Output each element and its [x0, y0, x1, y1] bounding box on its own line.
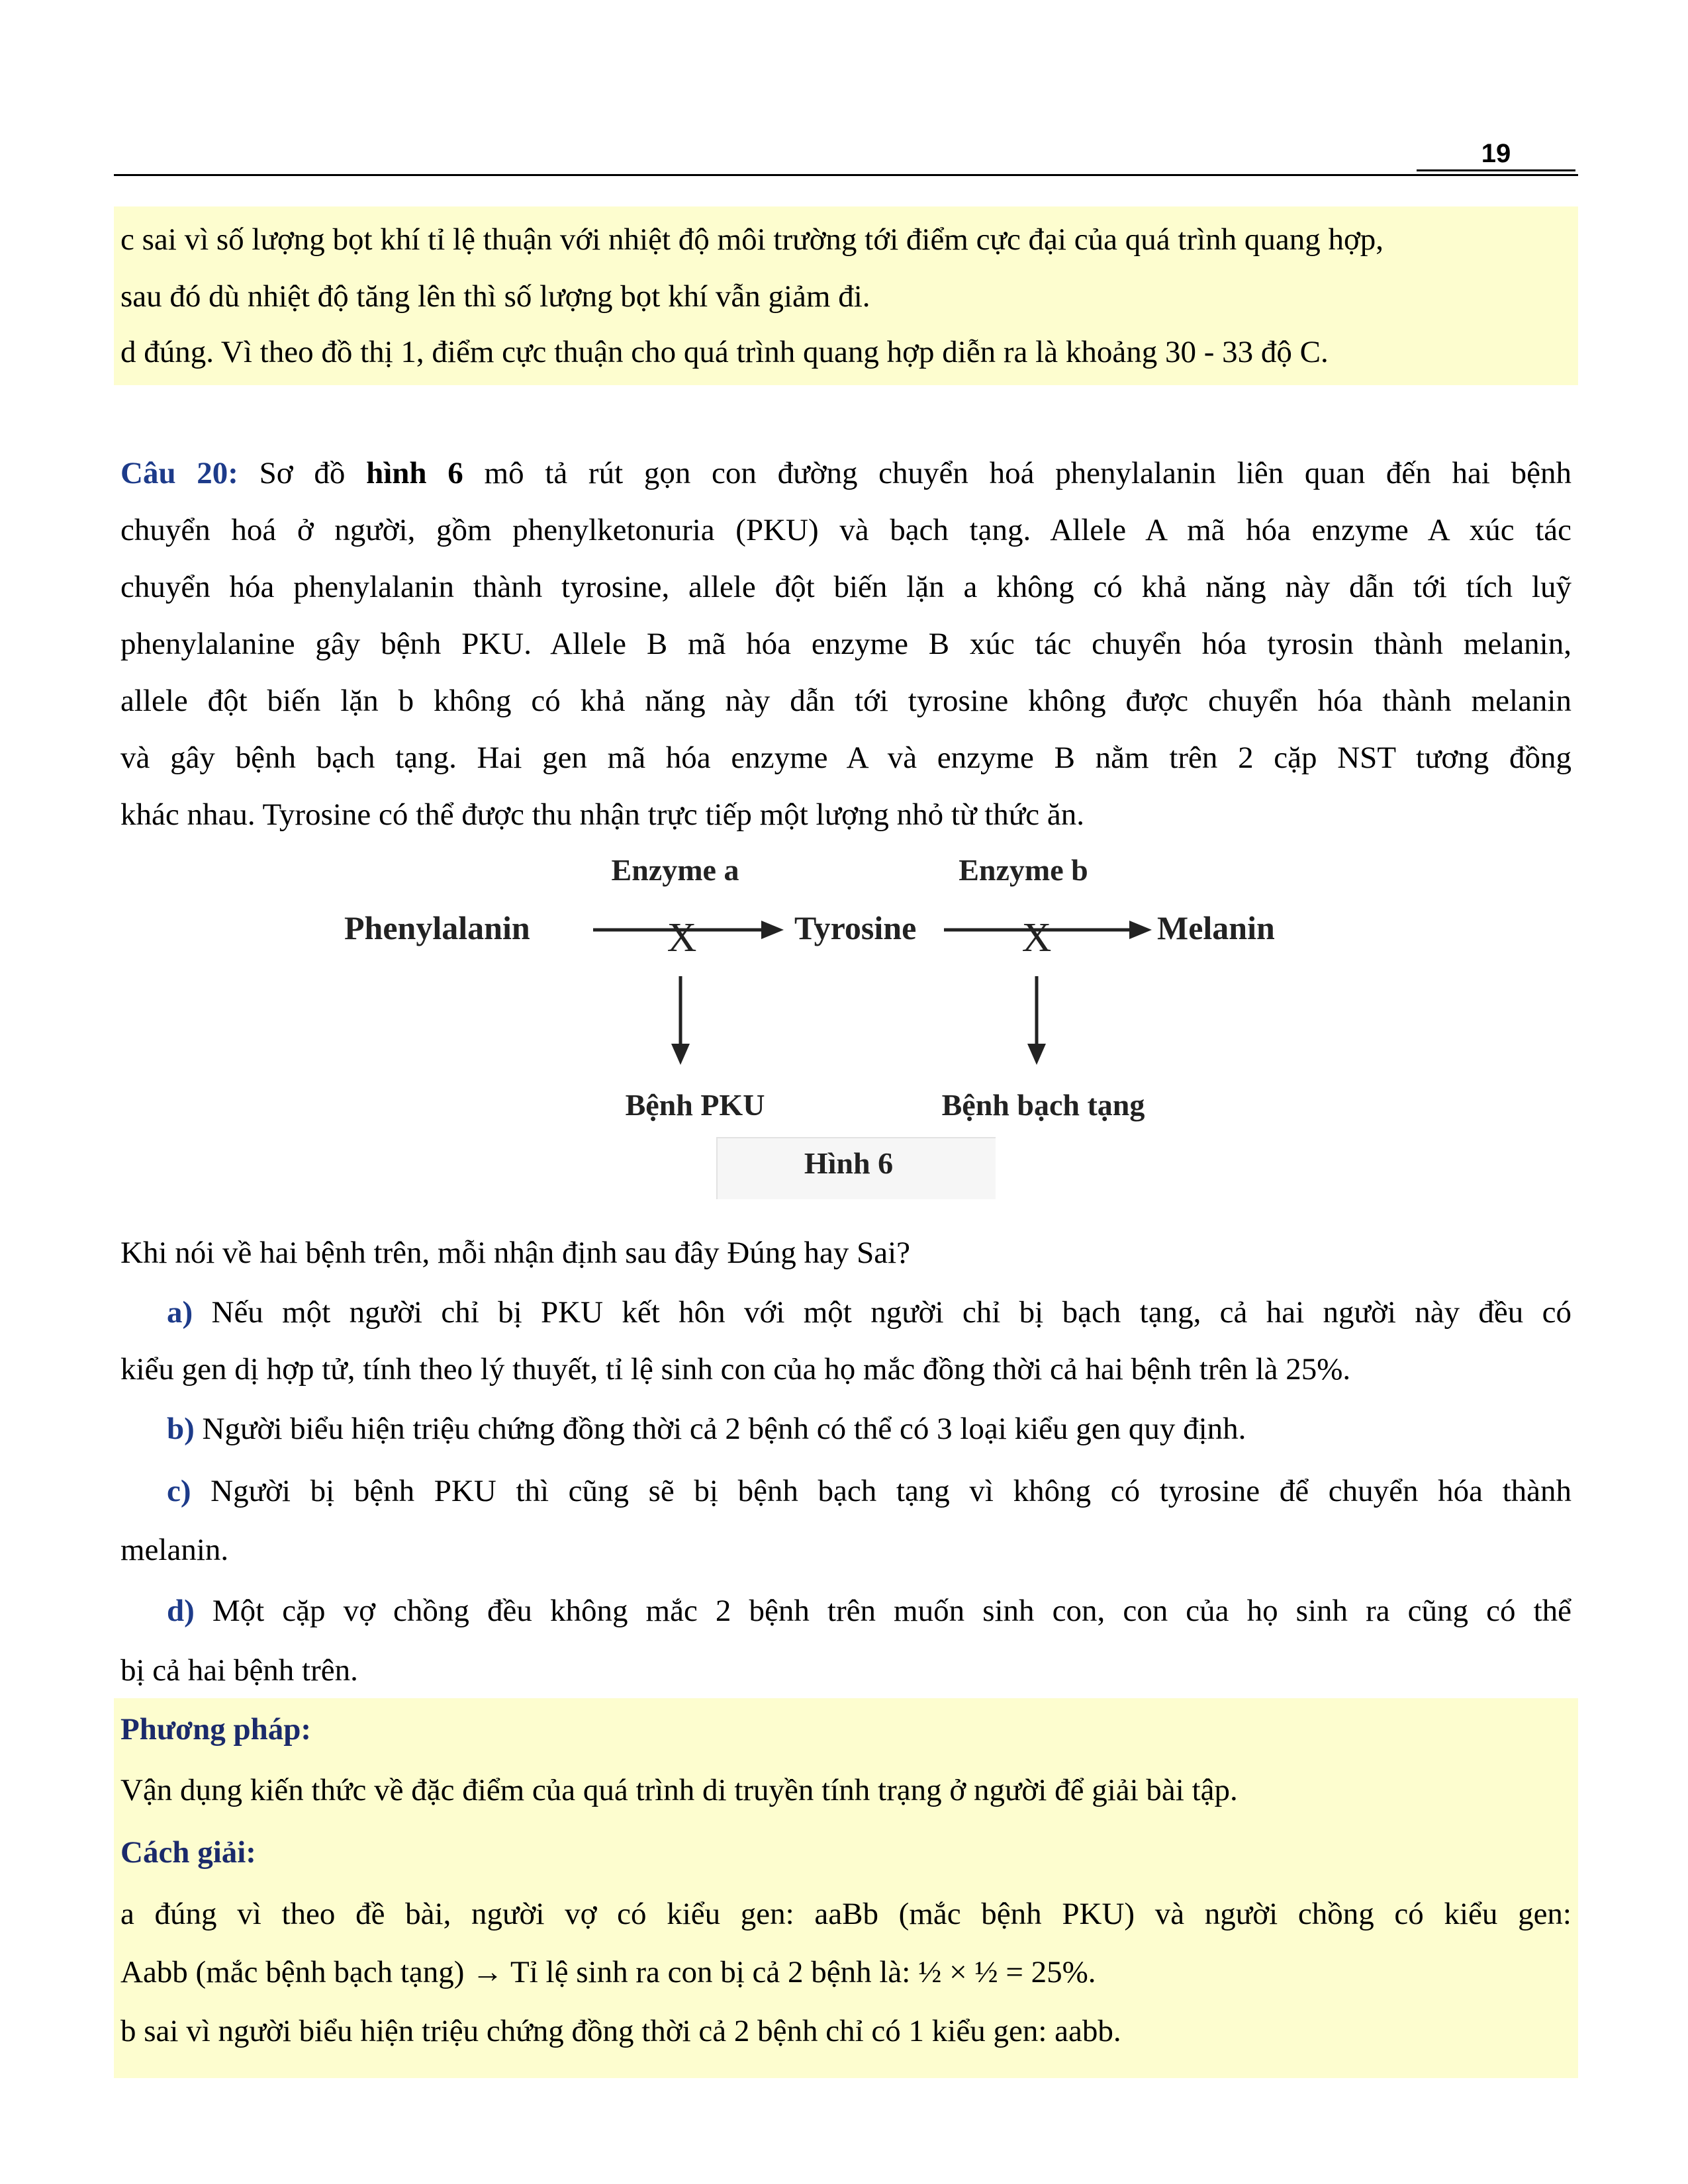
- disease-albinism-label: Bệnh bạch tạng: [941, 1088, 1145, 1122]
- solution-a-line1: a đúng vì theo đề bài, người vợ có kiểu gen: aaBb (mắc bệnh PKU) và người chồng có kiểu gen:: [120, 1897, 1571, 1931]
- figure-caption: Hình 6: [804, 1146, 894, 1180]
- enzyme-a-label: Enzyme a: [611, 853, 739, 887]
- statement-a-line1: [120, 1284, 1571, 1341]
- question-line-1: [120, 445, 1571, 502]
- prev-answer-c-line2: sau đó dù nhiệt độ tăng lên thì số lượng bọt khí vẫn giảm đi.: [120, 279, 870, 314]
- block-mark-b: X: [1021, 915, 1052, 960]
- statement-a-text: Nếu một người chỉ bị PKU kết hôn với một người chỉ bị bạch tạng, cả hai người này đều có: [193, 1295, 1571, 1330]
- statement-d-label: d): [167, 1594, 195, 1628]
- statement-c-text: Người bị bệnh PKU thì cũng sẽ bị bệnh bạch tạng vì không có tyrosine để chuyển hóa thành: [191, 1474, 1571, 1508]
- statement-b-line1: [120, 1398, 1571, 1460]
- statement-d-line1: [120, 1578, 1571, 1644]
- block-mark-a: X: [667, 915, 697, 960]
- melanin-label: Melanin: [1157, 909, 1275, 946]
- solution-b-line: b sai vì người biểu hiện triệu chứng đồng thời cả 2 bệnh chỉ có 1 kiểu gen: aabb.: [120, 2014, 1121, 2048]
- prev-answer-d-line: d đúng. Vì theo đồ thị 1, điểm cực thuận cho quá trình quang hợp diễn ra là khoảng 30 - 33 độ C.: [120, 335, 1329, 369]
- question-line-4: phenylalanine gây bệnh PKU. Allele B mã hóa enzyme B xúc tác chuyển hóa tyrosin thành melanin,: [120, 627, 1571, 661]
- phenylalanin-label: Phenylalanin: [344, 909, 530, 946]
- question-20: [114, 445, 1578, 843]
- statement-b-label: b): [167, 1412, 195, 1446]
- solve-heading: Cách giải:: [120, 1835, 256, 1870]
- statement-d-line2: bị cả hai bệnh trên.: [120, 1653, 358, 1688]
- method-heading: Phương pháp:: [120, 1712, 312, 1747]
- disease-pku-label: Bệnh PKU: [625, 1088, 765, 1122]
- question-line-6: và gây bệnh bạch tạng. Hai gen mã hóa enzyme A và enzyme B nằm trên 2 cặp NST tương đồng: [120, 741, 1571, 775]
- question-label: Câu 20:: [120, 456, 238, 490]
- statement-a-line2: kiểu gen dị hợp tử, tính theo lý thuyết, tỉ lệ sinh con của họ mắc đồng thời cả hai bệnh trên là 25%.: [120, 1352, 1351, 1387]
- statement-a-label: a): [167, 1295, 193, 1330]
- question-line-5: allele đột biến lặn b không có khả năng này dẫn tới tyrosine không được chuyển hóa thành melanin: [120, 684, 1571, 718]
- statements-block: [114, 1222, 1578, 1697]
- enzyme-b-label: Enzyme b: [959, 853, 1088, 887]
- solution-block: [114, 1698, 1578, 2078]
- prev-answer-block: [114, 206, 1578, 385]
- page-number: 19: [1417, 138, 1575, 171]
- question-line-2: chuyển hoá ở người, gồm phenylketonuria (PKU) và bạch tạng. Allele A mã hóa enzyme A xúc tác: [120, 513, 1571, 547]
- solution-a-line2: Aabb (mắc bệnh bạch tạng) → Tỉ lệ sinh ra con bị cả 2 bệnh là: ½ × ½ = 25%.: [120, 1955, 1096, 1989]
- statement-c-label: c): [167, 1474, 191, 1508]
- tyrosine-label: Tyrosine: [794, 909, 917, 946]
- figure-ref: hình 6: [366, 456, 463, 490]
- question-line-7: khác nhau. Tyrosine có thể được thu nhận trực tiếp một lượng nhỏ từ thức ăn.: [120, 797, 1084, 832]
- prompt-text: Khi nói về hai bệnh trên, mỗi nhận định sau đây Đúng hay Sai?: [120, 1236, 911, 1270]
- arrow-down-pku: [671, 976, 690, 1065]
- question-line-3: chuyển hóa phenylalanin thành tyrosine, allele đột biến lặn a không có khả năng này dẫn tới tích luỹ: [120, 570, 1571, 604]
- prev-answer-c-line1: c sai vì số lượng bọt khí tỉ lệ thuận với nhiệt độ môi trường tới điểm cực đại của quá trình quang hợp,: [120, 222, 1384, 257]
- statement-b-text: Người biểu hiện triệu chứng đồng thời cả 2 bệnh có thể có 3 loại kiểu gen quy định.: [194, 1412, 1246, 1446]
- arrow-down-albinism: [1027, 976, 1046, 1065]
- metabolic-pathway-diagram: [344, 850, 1337, 1201]
- statement-c-line1: [120, 1460, 1571, 1522]
- question-intro-pre: Sơ đồ: [238, 456, 367, 490]
- method-text: Vận dụng kiến thức về đặc điểm của quá trình di truyền tính trạng ở người để giải bài tập.: [120, 1773, 1238, 1807]
- statement-d-text: Một cặp vợ chồng đều không mắc 2 bệnh trên muốn sinh con, con của họ sinh ra cũng có thể: [194, 1594, 1571, 1628]
- header-rule: [114, 174, 1578, 176]
- question-intro-post: mô tả rút gọn con đường chuyển hoá phenylalanin liên quan đến hai bệnh: [463, 456, 1571, 490]
- statement-c-line2: melanin.: [120, 1533, 229, 1567]
